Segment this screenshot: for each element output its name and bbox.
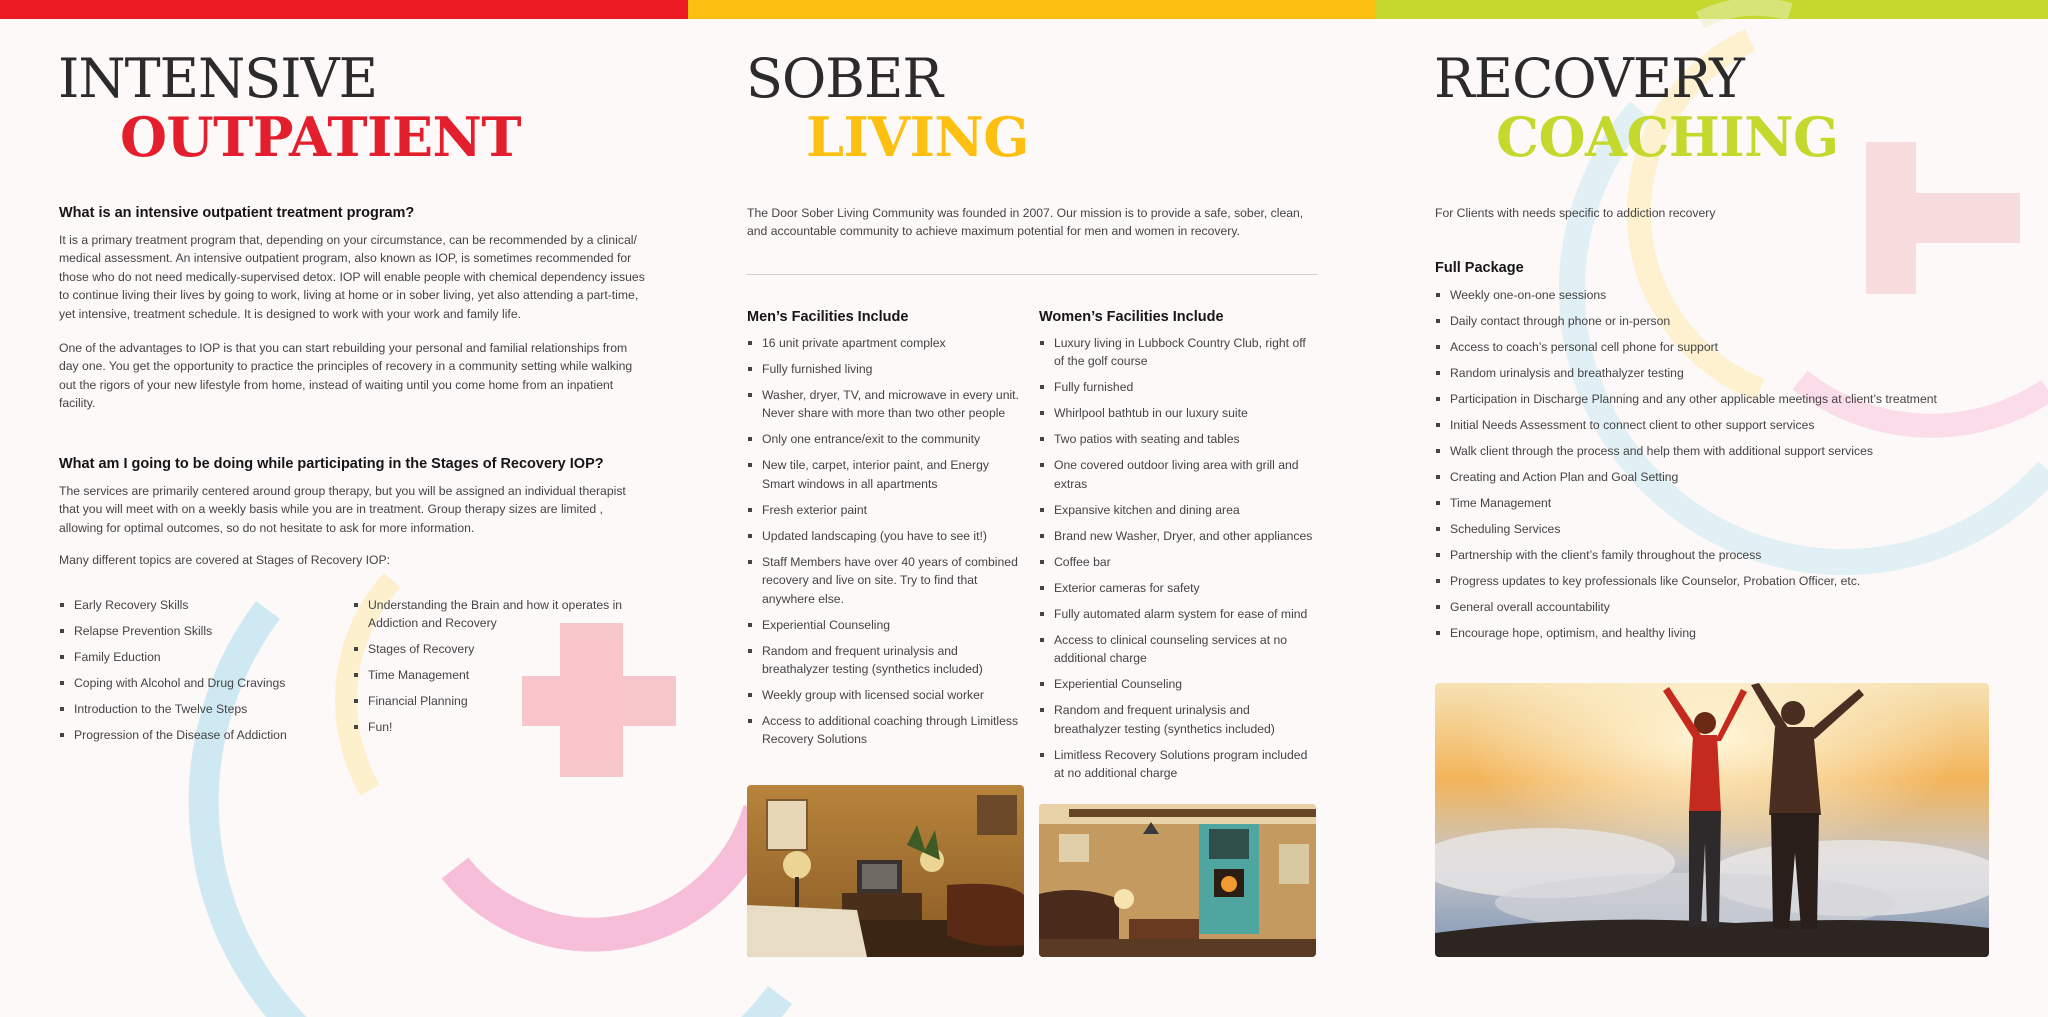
list-item: One covered outdoor living area with grill and extras: [1039, 456, 1319, 493]
women-facilities-heading: Women’s Facilities Include: [1039, 309, 1224, 325]
list-item: Progression of the Disease of Addiction: [59, 726, 329, 744]
full-package-list: [1435, 286, 2015, 650]
list-item: Random and frequent urinalysis and breathalyzer testing (synthetics included): [747, 642, 1022, 679]
list-item: Fully furnished living: [747, 360, 1022, 378]
list-item: Washer, dryer, TV, and microwave in every unit. Never share with more than two other people: [747, 386, 1022, 423]
women-facilities-list: [1039, 334, 1319, 790]
list-item: Expansive kitchen and dining area: [1039, 501, 1319, 519]
sober-title-bold: LIVING: [806, 105, 1029, 169]
list-item: Understanding the Brain and how it operates in Addiction and Recovery: [353, 596, 628, 633]
list-item: Relapse Prevention Skills: [59, 622, 329, 640]
sober-intro: The Door Sober Living Community was founded in 2007. Our mission is to provide a safe, sober, clean, and accountable community to achieve maximum potential for men and women in recovery.: [747, 206, 1304, 239]
list-item: Experiential Counseling: [1039, 675, 1319, 693]
list-item: Partnership with the client’s family throughout the process: [1435, 546, 2015, 564]
sober-title-light: SOBER: [746, 47, 943, 110]
list-item: Access to clinical counseling services at no additional charge: [1039, 631, 1319, 668]
list-item: Coffee bar: [1039, 553, 1319, 571]
list-item: Early Recovery Skills: [59, 596, 329, 614]
list-item: Experiential Counseling: [747, 616, 1022, 634]
list-item: Fresh exterior paint: [747, 501, 1022, 519]
section-divider: [747, 274, 1317, 275]
mens-apartment-photo: [747, 785, 1024, 957]
iop-paragraph-1: It is a primary treatment program that, depending on your circumstance, can be recommended by a clinical/ medical assessment. An intensive outpatient program, also known as IOP, is sometimes recommended for those who do not need medically-supervised detox. IOP will enable people with chemical dependency issues to continue living their lives by going to work, living at home or in sober living, yet also attending a part-time, yet intensive, treatment schedule. It is designed to work with your work and family life.: [59, 233, 645, 321]
coaching-title-light: RECOVERY: [1434, 47, 1744, 110]
list-item: Random and frequent urinalysis and breathalyzer testing (synthetics included): [1039, 701, 1319, 738]
iop-topics-left-list: [59, 596, 329, 752]
list-item: Financial Planning: [353, 692, 628, 710]
list-item: Encourage hope, optimism, and healthy living: [1435, 624, 2015, 642]
celebration-photo: [1435, 683, 1989, 957]
list-item: Staff Members have over 40 years of combined recovery and live on site. Try to find that anywhere else.: [747, 553, 1022, 608]
list-item: Initial Needs Assessment to connect client to other support services: [1435, 416, 2015, 434]
pink-ring-arc: [455, 810, 760, 935]
list-item: Time Management: [353, 666, 628, 684]
coaching-intro: For Clients with needs specific to addiction recovery: [1435, 206, 1716, 220]
list-item: New tile, carpet, interior paint, and Energy Smart windows in all apartments: [747, 456, 1022, 493]
red-color-band: [0, 0, 688, 19]
list-item: Stages of Recovery: [353, 640, 628, 658]
list-item: Walk client through the process and help them with additional support services: [1435, 442, 2015, 460]
list-item: Whirlpool bathtub in our luxury suite: [1039, 404, 1319, 422]
coaching-title-bold: COACHING: [1496, 105, 1839, 169]
list-item: Introduction to the Twelve Steps: [59, 700, 329, 718]
list-item: Coping with Alcohol and Drug Cravings: [59, 674, 329, 692]
list-item: Weekly group with licensed social worker: [747, 686, 1022, 704]
iop-paragraph-3: The services are primarily centered around group therapy, but you will be assigned an individual therapist that you will meet with on a weekly basis while you are in treatment. Group therapy sizes are limited , allowing for optimal outcomes, so do not hesitate to ask for more information.: [59, 484, 626, 535]
list-item: Creating and Action Plan and Goal Setting: [1435, 468, 2015, 486]
list-item: Luxury living in Lubbock Country Club, right off of the golf course: [1039, 334, 1319, 371]
womens-home-photo: [1039, 804, 1316, 957]
list-item: Participation in Discharge Planning and any other applicable meetings at client’s treatment: [1435, 390, 2015, 408]
men-facilities-list: [747, 334, 1022, 756]
list-item: 16 unit private apartment complex: [747, 334, 1022, 352]
list-item: Exterior cameras for safety: [1039, 579, 1319, 597]
list-item: Fully furnished: [1039, 378, 1319, 396]
list-item: Only one entrance/exit to the community: [747, 430, 1022, 448]
full-package-heading: Full Package: [1435, 260, 1524, 276]
yellow-color-band: [688, 0, 1376, 19]
list-item: Scheduling Services: [1435, 520, 2015, 538]
list-item: Fun!: [353, 718, 628, 736]
men-facilities-heading: Men’s Facilities Include: [747, 309, 909, 325]
list-item: Access to coach’s personal cell phone for support: [1435, 338, 2015, 356]
iop-paragraph-4: Many different topics are covered at Stages of Recovery IOP:: [59, 553, 391, 567]
list-item: Weekly one-on-one sessions: [1435, 286, 2015, 304]
green-color-band: [1376, 0, 2048, 19]
list-item: Family Eduction: [59, 648, 329, 666]
list-item: Random urinalysis and breathalyzer testing: [1435, 364, 2015, 382]
list-item: Two patios with seating and tables: [1039, 430, 1319, 448]
iop-topics-right-list: [353, 596, 628, 744]
list-item: Time Management: [1435, 494, 2015, 512]
list-item: Updated landscaping (you have to see it!): [747, 527, 1022, 545]
list-item: Limitless Recovery Solutions program included at no additional charge: [1039, 746, 1319, 783]
list-item: Daily contact through phone or in-person: [1435, 312, 2015, 330]
list-item: Progress updates to key professionals like Counselor, Probation Officer, etc.: [1435, 572, 2015, 590]
iop-question-1: What is an intensive outpatient treatment program?: [59, 205, 415, 221]
iop-title-light: INTENSIVE: [58, 47, 378, 110]
list-item: Brand new Washer, Dryer, and other appliances: [1039, 527, 1319, 545]
iop-question-2: What am I going to be doing while participating in the Stages of Recovery IOP?: [59, 456, 604, 472]
list-item: Fully automated alarm system for ease of mind: [1039, 605, 1319, 623]
list-item: General overall accountability: [1435, 598, 2015, 616]
list-item: Access to additional coaching through Limitless Recovery Solutions: [747, 712, 1022, 749]
iop-paragraph-2: One of the advantages to IOP is that you can start rebuilding your personal and familial relationships from day one. You get the opportunity to practice the principles of recovery in a community setting while walking out the rigors of your new lifestyle from home, instead of waiting until you come home from an inpatient facility.: [59, 341, 633, 411]
iop-title-bold: OUTPATIENT: [120, 105, 522, 169]
